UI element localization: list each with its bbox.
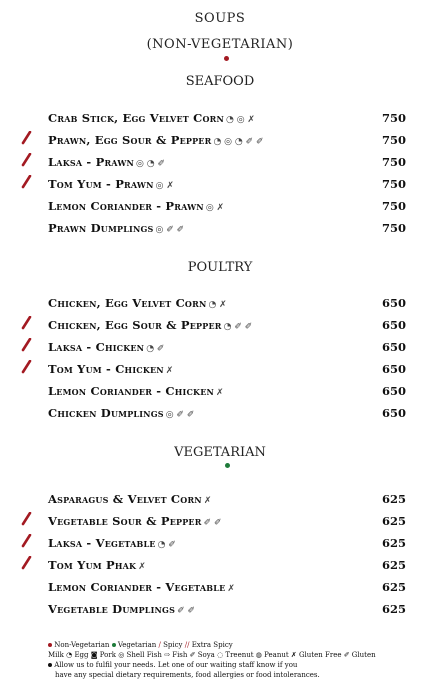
allergen-icons: ◔ ✐ bbox=[157, 540, 176, 550]
chili-icon bbox=[20, 556, 32, 570]
menu-item-row bbox=[0, 108, 440, 128]
menu-item-label bbox=[48, 580, 235, 594]
menu-item-row bbox=[0, 337, 440, 357]
allergen-icons: ✗ bbox=[165, 366, 174, 376]
menu-item-price: 750 bbox=[381, 155, 406, 169]
menu-item-row bbox=[0, 315, 440, 335]
menu-item-price: 625 bbox=[381, 536, 406, 550]
chili-icon bbox=[20, 316, 32, 330]
allergen-icons: ◎ ✗ bbox=[155, 181, 174, 191]
menu-item-price: 750 bbox=[381, 133, 406, 147]
menu-item-label bbox=[48, 558, 146, 572]
section-title-vegetarian: VEGETARIAN bbox=[174, 445, 266, 460]
allergen-icons: ◎ ✗ bbox=[205, 203, 225, 213]
menu-item-label bbox=[48, 362, 173, 376]
menu-item-label bbox=[48, 155, 165, 169]
menu-item-label bbox=[48, 340, 164, 354]
legend-note-2: have any special dietary requirements, food allergies or food intolerances. bbox=[55, 671, 320, 679]
menu-item-row bbox=[0, 293, 440, 313]
menu-item-name: Tom Yum - Prawn bbox=[48, 177, 154, 191]
menu-item-row bbox=[0, 174, 440, 194]
menu-item-name: Tom Yum Phak bbox=[48, 558, 137, 572]
menu-item-row bbox=[0, 130, 440, 150]
menu-item-label bbox=[48, 514, 222, 528]
menu-item-name: Asparagus & Velvet Corn bbox=[48, 492, 202, 506]
menu-item-price: 625 bbox=[381, 492, 406, 506]
section-title-poultry: POULTRY bbox=[187, 260, 253, 275]
chili-icon: / bbox=[158, 641, 161, 649]
allergen-icons: ◎ ◔ ✐ bbox=[136, 159, 165, 169]
nonveg-marker-dot bbox=[224, 56, 229, 61]
allergen-icons: ✗ bbox=[203, 496, 212, 506]
category-subtitle: (NON-VEGETARIAN) bbox=[146, 37, 294, 52]
menu-item-name: Lemon Coriander - Prawn bbox=[48, 199, 204, 213]
menu-item-label bbox=[48, 406, 194, 420]
menu-item-row bbox=[0, 403, 440, 423]
menu-item-name: Chicken, Egg Velvet Corn bbox=[48, 296, 207, 310]
legend-allergens: Milk ◔ Egg ◙ Pork ◎ Shell Fish ⇨ Fish ✐ Soya ◌ Treenut ◍ Peanut ✗ Gluten Free ✐ Gluten bbox=[48, 651, 376, 659]
chili-icon bbox=[20, 153, 32, 167]
menu-item-row bbox=[0, 577, 440, 597]
nonveg-dot-icon bbox=[48, 643, 52, 647]
allergen-icons: ◎ ✐ ✐ bbox=[165, 410, 195, 420]
menu-item-name: Prawn Dumplings bbox=[48, 221, 154, 235]
legend-extra-spicy: Extra Spicy bbox=[191, 641, 233, 649]
legend bbox=[48, 640, 418, 680]
allergen-icons: ✗ bbox=[138, 562, 146, 572]
menu-item-label bbox=[48, 536, 176, 550]
menu-item-row bbox=[0, 152, 440, 172]
menu-item-name: Chicken, Egg Sour & Pepper bbox=[48, 318, 222, 332]
allergen-icons: ◔ ✐ bbox=[146, 344, 165, 354]
menu-item-name: Laksa - Chicken bbox=[48, 340, 145, 354]
menu-item-name: Laksa - Vegetable bbox=[48, 536, 156, 550]
menu-item-price: 625 bbox=[381, 580, 406, 594]
allergen-icons: ◔ ✗ bbox=[208, 300, 227, 310]
allergen-icons: ◔ ✐ ✐ bbox=[223, 322, 253, 332]
menu-item-price: 750 bbox=[381, 199, 406, 213]
menu-item-price: 650 bbox=[381, 318, 406, 332]
menu-item-price: 650 bbox=[381, 406, 406, 420]
allergen-icons: ✗ bbox=[216, 388, 224, 398]
menu-item-label bbox=[48, 318, 252, 332]
menu-item-price: 750 bbox=[381, 177, 406, 191]
menu-item-price: 625 bbox=[381, 602, 406, 616]
menu-item-row bbox=[0, 599, 440, 619]
menu-item-label bbox=[48, 492, 211, 506]
menu-item-label bbox=[48, 384, 224, 398]
menu-item-price: 625 bbox=[381, 558, 406, 572]
allergen-icons: ◔ ◎ ✗ bbox=[225, 115, 255, 125]
allergen-icons: ✗ bbox=[227, 584, 235, 594]
menu-item-price: 650 bbox=[381, 340, 406, 354]
menu-item-row bbox=[0, 359, 440, 379]
allergen-icons: ◔ ◎ ◔ ✐ ✐ bbox=[213, 137, 264, 147]
veg-dot-icon bbox=[112, 643, 116, 647]
menu-item-name: Lemon Coriander - Vegetable bbox=[48, 580, 226, 594]
chili-icon bbox=[20, 175, 32, 189]
menu-item-price: 625 bbox=[381, 514, 406, 528]
menu-item-label bbox=[48, 199, 224, 213]
menu-item-row bbox=[0, 218, 440, 238]
menu-item-name: Tom Yum - Chicken bbox=[48, 362, 164, 376]
menu-item-price: 650 bbox=[381, 362, 406, 376]
allergen-icons: ✐ ✐ bbox=[177, 606, 196, 616]
menu-item-name: Laksa - Prawn bbox=[48, 155, 135, 169]
menu-item-label bbox=[48, 221, 184, 235]
menu-item-label bbox=[48, 177, 174, 191]
double-chili-icon: // bbox=[184, 641, 190, 649]
veg-marker-dot bbox=[225, 463, 230, 468]
menu-item-row bbox=[0, 381, 440, 401]
chili-icon bbox=[20, 131, 32, 145]
menu-item-row bbox=[0, 489, 440, 509]
menu-item-label bbox=[48, 602, 195, 616]
menu-item-price: 750 bbox=[381, 221, 406, 235]
menu-item-row bbox=[0, 511, 440, 531]
legend-line-1 bbox=[48, 640, 418, 650]
chili-icon bbox=[20, 512, 32, 526]
legend-nonveg: Non-Vegetarian bbox=[54, 641, 110, 649]
menu-item-row bbox=[0, 533, 440, 553]
legend-veg: Vegetarian bbox=[117, 641, 157, 649]
menu-item-label bbox=[48, 111, 255, 125]
menu-item-price: 750 bbox=[381, 111, 406, 125]
menu-item-label bbox=[48, 296, 227, 310]
category-title: SOUPS bbox=[194, 11, 246, 26]
menu-item-name: Lemon Coriander - Chicken bbox=[48, 384, 215, 398]
menu-item-price: 650 bbox=[381, 384, 406, 398]
menu-item-row bbox=[0, 196, 440, 216]
menu-item-name: Prawn, Egg Sour & Pepper bbox=[48, 133, 212, 147]
menu-item-price: 650 bbox=[381, 296, 406, 310]
legend-note-1: Allow us to fulfil your needs. Let one of our waiting staff know if you bbox=[48, 660, 418, 670]
menu-item-label bbox=[48, 133, 264, 147]
chili-icon bbox=[20, 338, 32, 352]
allergen-icons: ✐ ✐ bbox=[203, 518, 222, 528]
section-title-seafood: SEAFOOD bbox=[185, 74, 255, 89]
chili-icon bbox=[20, 534, 32, 548]
allergen-icons: ◎ ✐ ✐ bbox=[155, 225, 185, 235]
menu-item-name: Crab Stick, Egg Velvet Corn bbox=[48, 111, 224, 125]
chili-icon bbox=[20, 360, 32, 374]
menu-item-name: Vegetable Sour & Pepper bbox=[48, 514, 202, 528]
legend-spicy: Spicy bbox=[163, 641, 183, 649]
menu-item-name: Chicken Dumplings bbox=[48, 406, 164, 420]
menu-item-name: Vegetable Dumplings bbox=[48, 602, 176, 616]
menu-item-row bbox=[0, 555, 440, 575]
